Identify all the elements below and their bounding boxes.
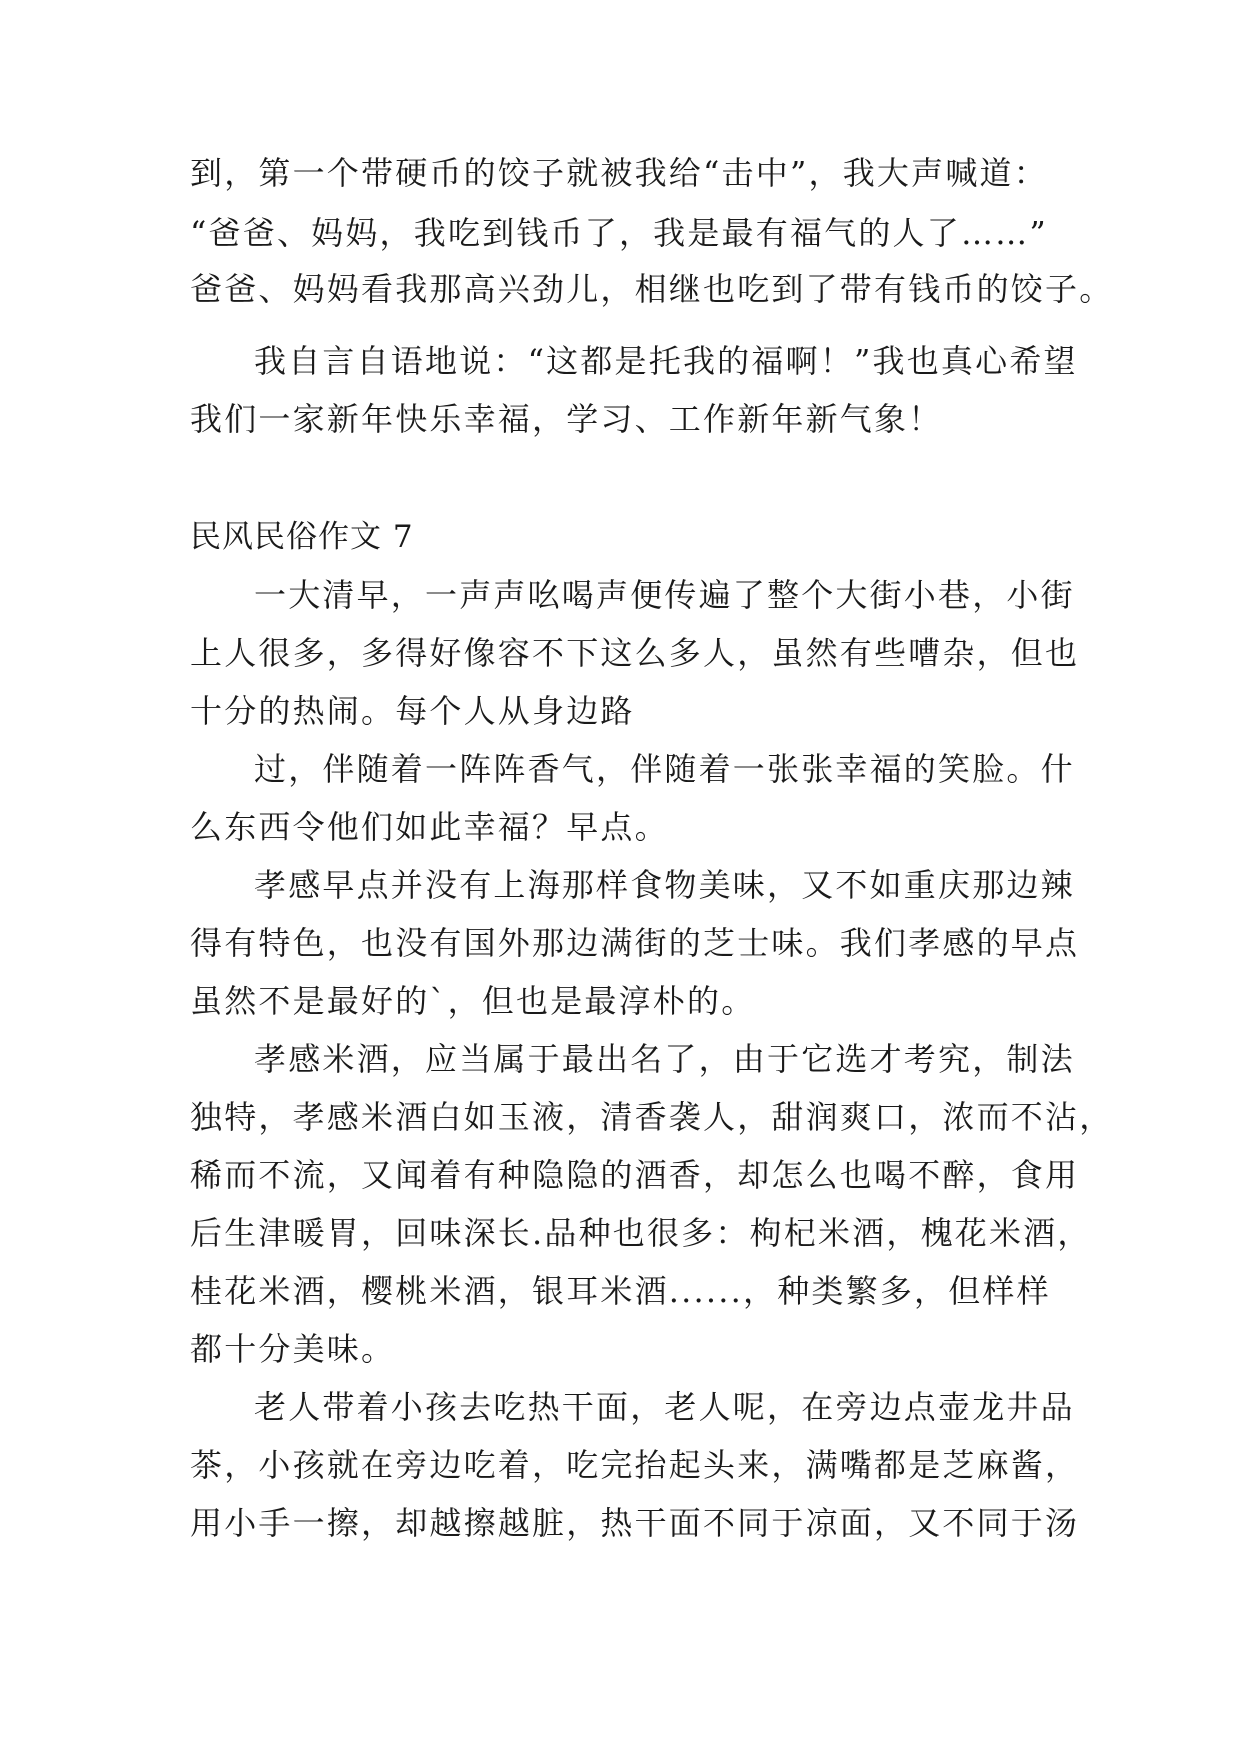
text-line: 独特，孝感米酒白如玉液，清香袭人，甜润爽口，浓而不沾， bbox=[190, 1098, 1114, 1136]
text-line: 老人带着小孩去吃热干面，老人呢，在旁边点壶龙井品 bbox=[254, 1388, 1075, 1426]
text-line: “爸爸、妈妈，我吃到钱币了，我是最有福气的人了……” bbox=[190, 214, 1048, 252]
text-line: 茶，小孩就在旁边吃着，吃完抬起头来，满嘴都是芝麻酱， bbox=[190, 1446, 1080, 1484]
text-line: 用小手一擦，却越擦越脏，热干面不同于凉面，又不同于汤 bbox=[190, 1504, 1080, 1542]
text-line: 稀而不流，又闻着有种隐隐的酒香，却怎么也喝不醉，食用 bbox=[190, 1156, 1080, 1194]
text-line: 虽然不是最好的`，但也是最淳朴的。 bbox=[190, 982, 756, 1020]
text-line: 上人很多，多得好像容不下这么多人，虽然有些嘈杂，但也 bbox=[190, 634, 1080, 672]
text-line: 我自言自语地说：“这都是托我的福啊！”我也真心希望 bbox=[254, 342, 1078, 380]
text-line: 孝感早点并没有上海那样食物美味，又不如重庆那边辣 bbox=[254, 866, 1075, 904]
text-line: 后生津暖胃，回味深长.品种也很多：枸杞米酒，槐花米酒， bbox=[190, 1214, 1092, 1252]
text-line: 桂花米酒，樱桃米酒，银耳米酒......，种类繁多，但样样 bbox=[190, 1272, 1051, 1310]
text-line: 么东西令他们如此幸福？早点。 bbox=[190, 808, 669, 846]
text-line: 一大清早，一声声吆喝声便传遍了整个大街小巷，小街 bbox=[254, 576, 1075, 614]
text-line: 我们一家新年快乐幸福，学习、工作新年新气象！ bbox=[190, 400, 943, 438]
text-line: 都十分美味。 bbox=[190, 1330, 396, 1368]
text-line: 孝感米酒，应当属于最出名了，由于它选才考究，制法 bbox=[254, 1040, 1075, 1078]
text-line: 过，伴随着一阵阵香气，伴随着一张张幸福的笑脸。什 bbox=[254, 750, 1075, 788]
text-line: 到，第一个带硬币的饺子就被我给“击中”，我大声喊道： bbox=[190, 154, 1048, 192]
text-line: 得有特色，也没有国外那边满街的芝士味。我们孝感的早点 bbox=[190, 924, 1080, 962]
text-line: 爸爸、妈妈看我那高兴劲儿，相继也吃到了带有钱币的饺子。 bbox=[190, 270, 1114, 308]
section-heading: 民风民俗作文 7 bbox=[190, 519, 414, 555]
text-line: 十分的热闹。每个人从身边路 bbox=[190, 692, 635, 730]
